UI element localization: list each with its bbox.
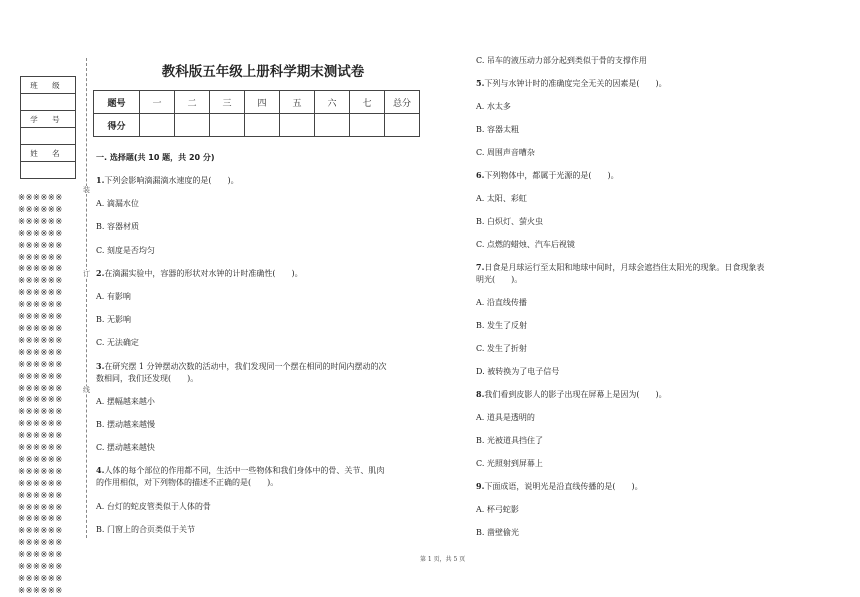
answer-option[interactable]: C. 光照射到屏幕上 [476,459,543,468]
question-stem [476,389,667,400]
score-cell-1[interactable] [140,114,175,137]
score-cell-6[interactable] [315,114,350,137]
question-text: 下面成语，说明光是沿直线传播的是( )。 [484,482,643,491]
answer-option[interactable]: A. 太阳、彩虹 [476,194,527,203]
score-table-column-4: 四 [245,91,280,114]
score-table-column-8: 总分 [385,91,420,114]
question-text: 人体的每个部位的作用都不同，生活中一些物体和我们身体中的骨、关节、肌肉 [104,466,385,476]
student-number-label: 学 号 [21,111,76,128]
question-stem [476,481,643,492]
question-stem [476,170,619,181]
binding-char-xian: 线 [83,386,90,394]
answer-option[interactable]: A. 摆幅越来越小 [96,396,155,406]
answer-option[interactable]: A. 有影响 [96,292,131,301]
score-cell-5[interactable] [280,114,315,137]
question-number: 5. [476,78,485,88]
question-number: 9. [476,481,485,491]
question-text-continued: 明光( )。 [476,275,523,284]
answer-option[interactable]: B. 光被道具挡住了 [476,436,543,445]
score-table-header-label: 题号 [94,91,140,114]
question-stem [96,361,387,372]
answer-option[interactable]: A. 杯弓蛇影 [476,505,519,514]
question-number: 4. [96,465,105,476]
question-text: 在研究摆 1 分钟摆动次数的活动中，我们发现同一个摆在相同的时间内摆动的次 [104,361,387,371]
score-table-column-5: 五 [280,91,315,114]
answer-option[interactable]: C. 刻度是否均匀 [96,245,155,255]
score-cell-4[interactable] [245,114,280,137]
answer-option[interactable]: C. 摆动越来越快 [96,443,155,453]
answer-option[interactable]: B. 无影响 [96,315,131,325]
question-stem [476,262,764,273]
binding-char-ding: 订 [83,270,90,278]
exam-title: 教科版五年级上册科学期末测试卷 [161,64,365,80]
question-text: 下列会影响滴漏滴水速度的是( )。 [104,176,239,185]
question-number: 6. [476,170,485,180]
score-cell-3[interactable] [210,114,245,137]
question-number: 3. [96,360,105,371]
class-label: 班 级 [21,77,76,94]
question-text: 下列与水钟计时的准确度完全无关的因素是( )。 [484,79,667,88]
score-table-column-3: 三 [210,91,245,114]
answer-option[interactable]: C. 无法确定 [96,338,139,348]
answer-option[interactable]: A. 道具是透明的 [476,413,535,422]
answer-option[interactable]: A. 沿直线传播 [476,298,527,307]
question-stem [96,175,239,186]
question-number: 1. [96,175,105,185]
question-number: 8. [476,389,485,399]
answer-option[interactable]: A. 台灯的蛇皮管类似于人体的骨 [96,501,211,511]
score-table-column-6: 六 [315,91,350,114]
question-text-continued: 的作用相似，对下列物体的描述不正确的是( )。 [96,478,279,488]
score-cell-8[interactable] [385,114,420,137]
question-text-continued: 数相同，我们还发现( )。 [96,373,199,383]
question-text: 日食是月球运行至太阳和地球中间时，月球会遮挡住太阳光的现象。日食现象表 [484,263,765,272]
answer-option[interactable]: C. 周围声音嘈杂 [476,148,535,157]
answer-option[interactable]: B. 凿壁偷光 [476,528,519,537]
answer-option[interactable]: A. 滴漏水位 [96,199,139,209]
question-stem [96,465,384,476]
name-field[interactable] [21,162,76,179]
answer-option[interactable]: C. 吊车的液压动力部分起到类似于骨的支撑作用 [476,56,647,65]
question-text: 我们看到皮影人的影子出现在屏幕上是因为( )。 [484,390,667,399]
decorative-asterisk-border: ※※※※※※ ※※※※※※ ※※※※※※ ※※※※※※ ※※※※※※ ※※※※※※ ※※※※※※ ※※※※※※ ※※※※※※ ※※※※※※ ※※※※※※ ※※※※※※ ※※※※※※ ※※※※※※ ※※※※※※ ※※※※※※ ※※※※※※ ※※※※※※ ※※※※※※ ※※※※※※ ※※※※※※ ※※※※※※ ※※※※※※ ※※※※※※ ※※※※※※ ※※※※※※ ※※※※※※ ※※※※※※ ※※※※※※ ※※※※※※ ※※※※※※ ※※※※※※ ※※※※※※ ※※※※※※ [18,192,63,595]
answer-option[interactable]: D. 被转换为了电子信号 [476,367,560,376]
score-table [93,90,420,137]
question-stem [96,268,303,279]
page-footer: 第 1 页，共 5 页 [420,556,466,563]
answer-option[interactable]: C. 发生了折射 [476,344,527,353]
answer-option[interactable]: B. 发生了反射 [476,321,527,330]
score-table-column-1: 一 [140,91,175,114]
question-number: 2. [96,267,105,278]
score-table-column-2: 二 [175,91,210,114]
answer-option[interactable]: B. 门窗上的合页类似于关节 [96,524,195,534]
answer-option[interactable]: C. 点燃的蜡烛、汽车后视镜 [476,240,575,249]
student-number-field[interactable] [21,128,76,145]
student-info-table [20,76,76,179]
question-text: 在滴漏实验中，容器的形状对水钟的计时准确性( )。 [104,268,303,278]
name-label: 姓 名 [21,145,76,162]
question-text: 下列物体中，都属于光源的是( )。 [484,171,619,180]
binding-cut-line [86,58,87,538]
answer-option[interactable]: B. 摆动越来越慢 [96,420,155,429]
binding-char-zhuang: 装 [83,186,90,194]
score-cell-7[interactable] [350,114,385,137]
section-heading-choice: 一. 选择题(共 10 题，共 20 分) [96,153,215,162]
score-table-score-label: 得分 [94,114,140,137]
answer-option[interactable]: B. 容器材质 [96,222,139,232]
answer-option[interactable]: A. 水太多 [476,102,511,111]
question-stem [476,78,667,89]
score-table-column-7: 七 [350,91,385,114]
score-cell-2[interactable] [175,114,210,137]
question-number: 7. [476,262,485,272]
answer-option[interactable]: B. 白炽灯、萤火虫 [476,217,543,226]
answer-option[interactable]: B. 容器太粗 [476,125,519,134]
class-field[interactable] [21,94,76,111]
